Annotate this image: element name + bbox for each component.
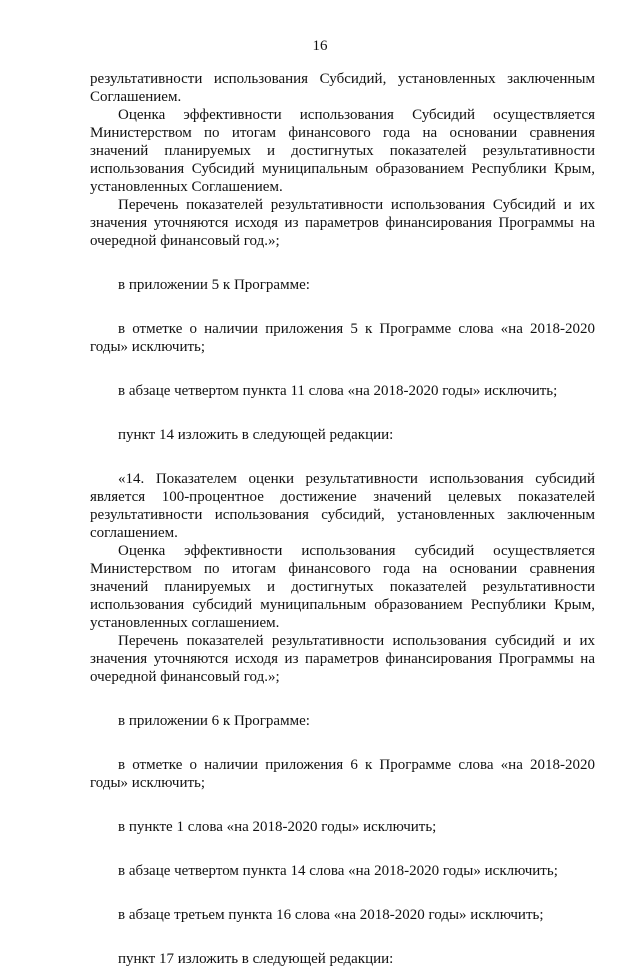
paragraph: результативности использования Субсидий, установленных заключенным Соглашением. — [90, 71, 595, 105]
paragraph: Перечень показателей результативности использования Субсидий и их значения уточняются исходя из параметров финансирования Программы на очередной финансовый год.»; — [90, 197, 595, 249]
paragraph: Перечень показателей результативности использования субсидий и их значения уточняются исходя из параметров финансирования Программы на очередной финансовый год.»; — [90, 633, 595, 685]
paragraph: «14. Показателем оценки результативности использования субсидий является 100-процентное достижение значений целевых показателей результативности использования субсидий, установленных заключенным соглашением. — [90, 471, 595, 541]
paragraph: в абзаце четвертом пункта 11 слова «на 2018-2020 годы» исключить; — [118, 383, 558, 399]
paragraph: Оценка эффективности использования субсидий осуществляется Министерством по итогам финансового года на основании сравнения значений планируемых и достигнутых показателей результативности использования субсидий муниципальным образованием Республики Крым, установленных соглашением. — [90, 543, 595, 631]
paragraph: в абзаце третьем пункта 16 слова «на 2018-2020 годы» исключить; — [118, 907, 544, 923]
paragraph: в приложении 5 к Программе: — [118, 277, 310, 293]
document-body — [90, 70, 595, 968]
paragraph: в пункте 1 слова «на 2018-2020 годы» исключить; — [118, 819, 437, 835]
paragraph: в отметке о наличии приложения 6 к Программе слова «на 2018-2020 годы» исключить; — [90, 757, 595, 791]
paragraph: в приложении 6 к Программе: — [118, 713, 310, 729]
paragraph: Оценка эффективности использования Субсидий осуществляется Министерством по итогам финансового года на основании сравнения значений планируемых и достигнутых показателей результативности использования Субсидий муниципальным образованием Республики Крым, установленных Соглашением. — [90, 107, 595, 195]
paragraph: в абзаце четвертом пункта 14 слова «на 2018-2020 годы» исключить; — [118, 863, 558, 879]
paragraph: пункт 14 изложить в следующей редакции: — [118, 427, 394, 443]
paragraph: в отметке о наличии приложения 5 к Программе слова «на 2018-2020 годы» исключить; — [90, 321, 595, 355]
page-number: 16 — [312, 38, 328, 54]
paragraph: пункт 17 изложить в следующей редакции: — [118, 951, 394, 967]
